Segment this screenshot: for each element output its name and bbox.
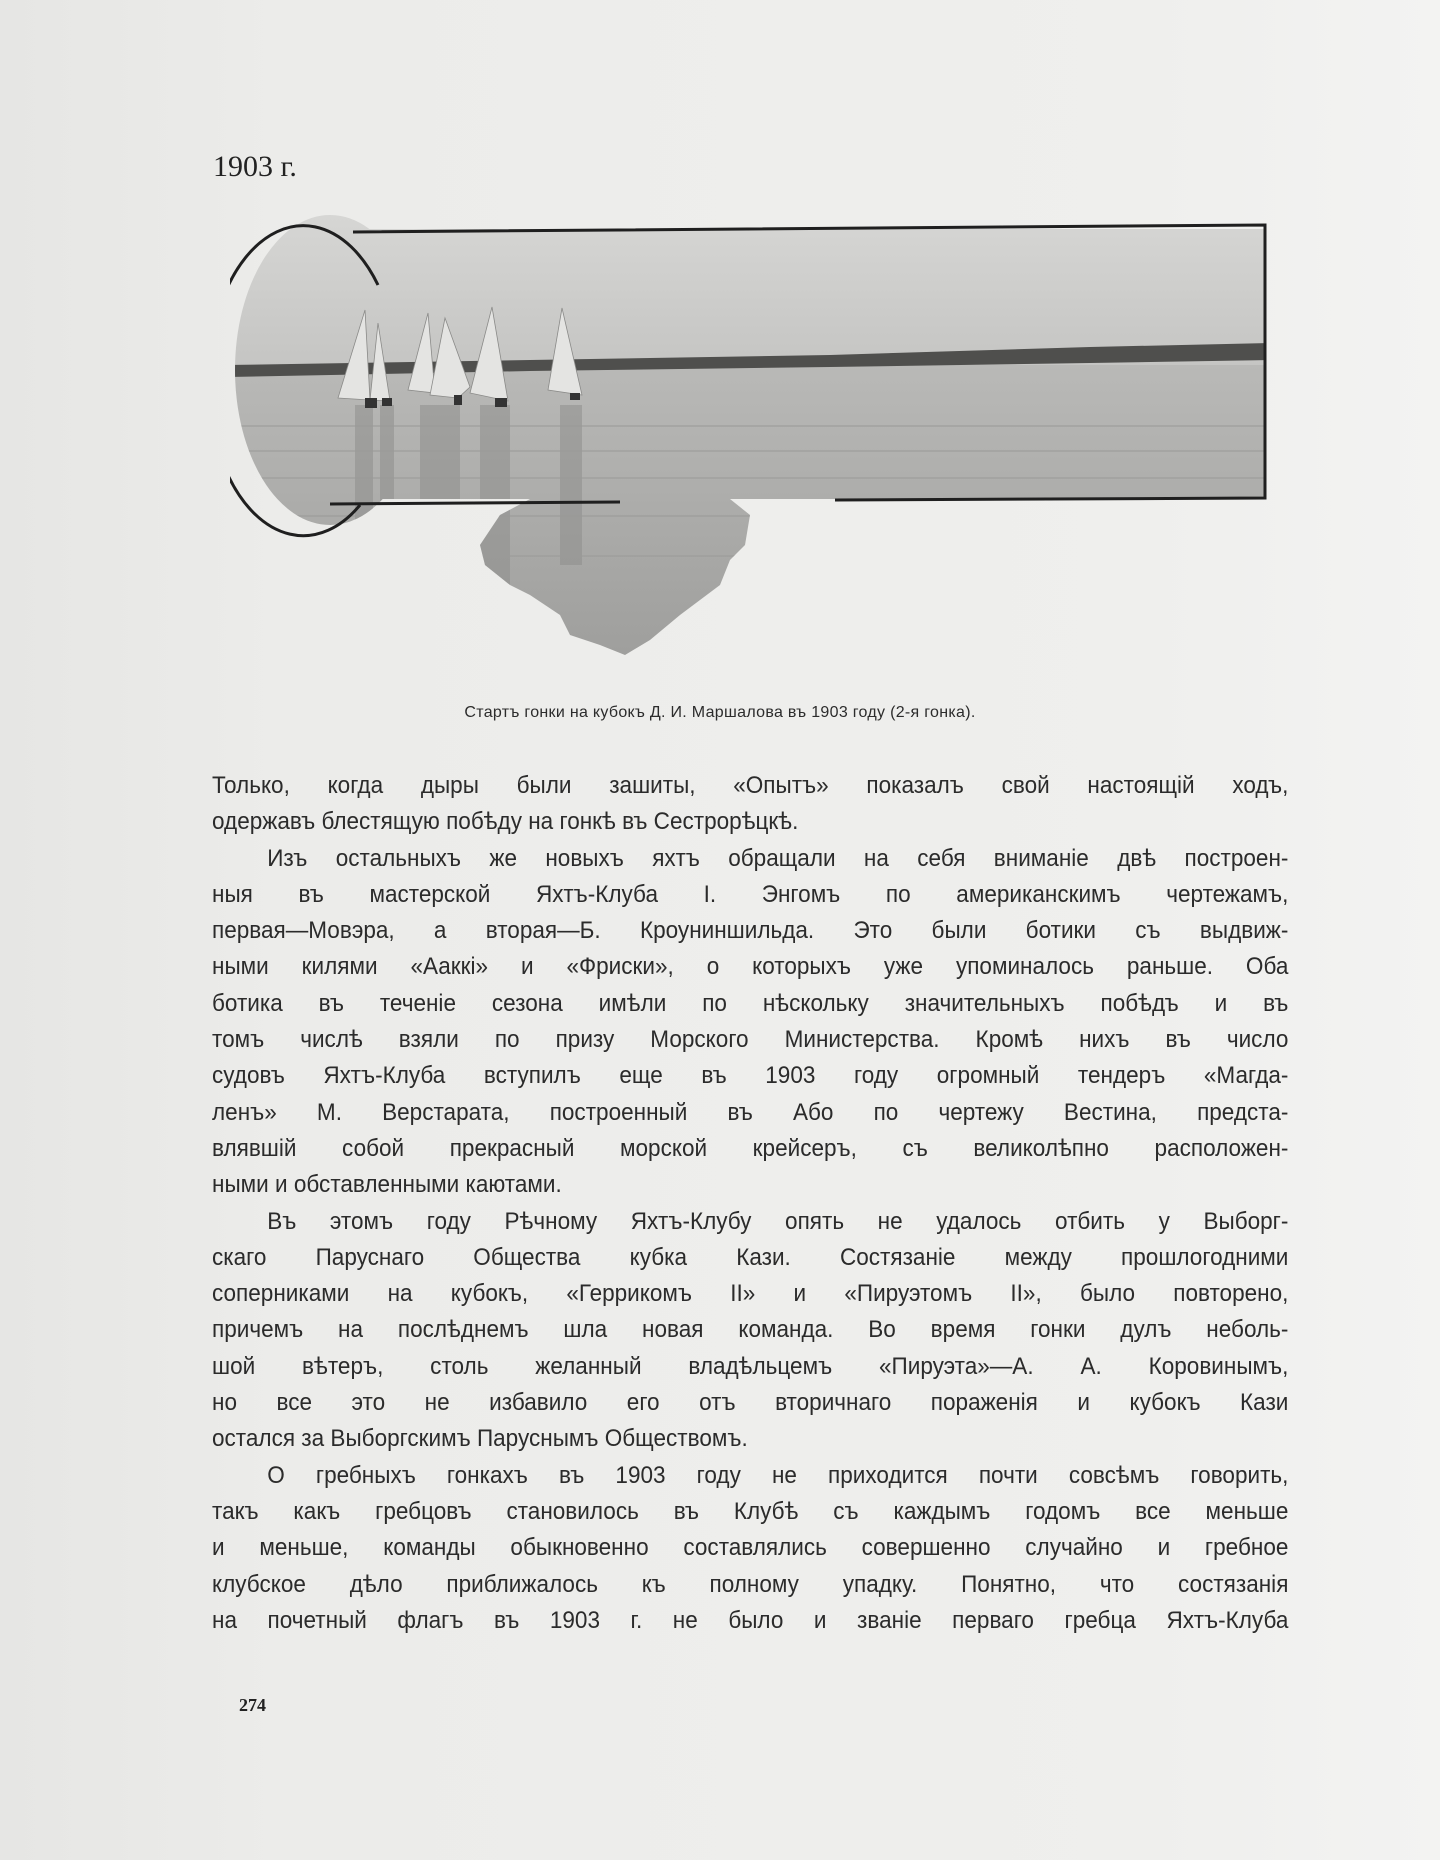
figure-caption: Стартъ гонки на кубокъ Д. И. Маршалова въ 1903 году (2-я гонка). [464,704,976,721]
photo-figure [230,215,1270,685]
text-line: ботика въ теченіе сезона имѣли по нѣскольку значительныхъ побѣдъ и въ [212,989,1289,1017]
text-line: на почетный флагъ въ 1903 г. не было и званіе перваго гребца Яхтъ-Клуба [212,1606,1289,1634]
text-line: Только, когда дыры были зашиты, «Опытъ» показалъ свой настоящій ходъ, [212,772,1289,799]
page-number: 274 [239,1695,266,1715]
text-line: Изъ остальныхъ же новыхъ яхтъ обращали на себя вниманіе двѣ построен- [267,844,1289,872]
text-line: О гребныхъ гонкахъ въ 1903 году не приходится почти совсѣмъ говорить, [267,1461,1289,1489]
paragraph [212,1204,1288,1458]
text-line: соперниками на кубокъ, «Геррикомъ II» и «Пируэтомъ II», было повторено, [212,1280,1289,1308]
text-line: ныя въ мастерской Яхтъ-Клуба І. Энгомъ по американскимъ чертежамъ, [212,880,1289,908]
text-line: причемъ на послѣднемъ шла новая команда. Во время гонки дулъ неболь- [212,1316,1289,1344]
text-line: ными килями «Ааккі» и «Фриски», о которыхъ уже упоминалось раньше. Оба [212,953,1289,981]
text-line: Въ этомъ году Рѣчному Яхтъ-Клубу опять не удалось отбить у Выборг- [267,1207,1289,1235]
paragraph [212,1458,1288,1639]
paragraph [212,768,1288,841]
text-line: остался за Выборгскимъ Паруснымъ Обществомъ. [212,1425,748,1453]
text-line: ленъ» М. Верстарата, построенный въ Або по чертежу Вестина, предста- [212,1098,1289,1126]
text-line: одержавъ блестящую побѣду на гонкѣ въ Сестрорѣцкѣ. [212,808,799,836]
text-line: скаго Паруснаго Общества кубка Кази. Состязаніе между прошлогодними [212,1243,1289,1271]
text-line: такъ какъ гребцовъ становилось въ Клубѣ съ каждымъ годомъ все меньше [212,1497,1289,1525]
text-line: ными и обставленными каютами. [212,1171,562,1199]
text-line: первая—Мовэра, а вторая—Б. Кроуниншильда. Это были ботики съ выдвиж- [212,917,1289,945]
body-text [212,768,1288,1639]
sailboat-race-photo [230,215,1270,685]
text-line: клубское дѣло приближалось къ полному упадку. Понятно, что состязанія [212,1570,1289,1598]
text-line: но все это не избавило его отъ вторичнаго пораженія и кубокъ Кази [212,1389,1289,1417]
text-line: судовъ Яхтъ-Клуба вступилъ еще въ 1903 году огромный тендеръ «Магда- [212,1062,1289,1090]
text-line: томъ числѣ взяли по призу Морского Министерства. Кромѣ нихъ въ число [212,1026,1289,1054]
text-line: влявшій собой прекрасный морской крейсеръ, съ великолѣпно расположен- [212,1134,1289,1162]
text-line: шой вѣтеръ, столь желанный владѣльцемъ «Пируэта»—А. А. Коровинымъ, [212,1352,1289,1380]
year-heading: 1903 г. [213,150,297,183]
text-line: и меньше, команды обыкновенно составлялись совершенно случайно и гребное [212,1534,1289,1562]
paragraph [212,841,1288,1204]
